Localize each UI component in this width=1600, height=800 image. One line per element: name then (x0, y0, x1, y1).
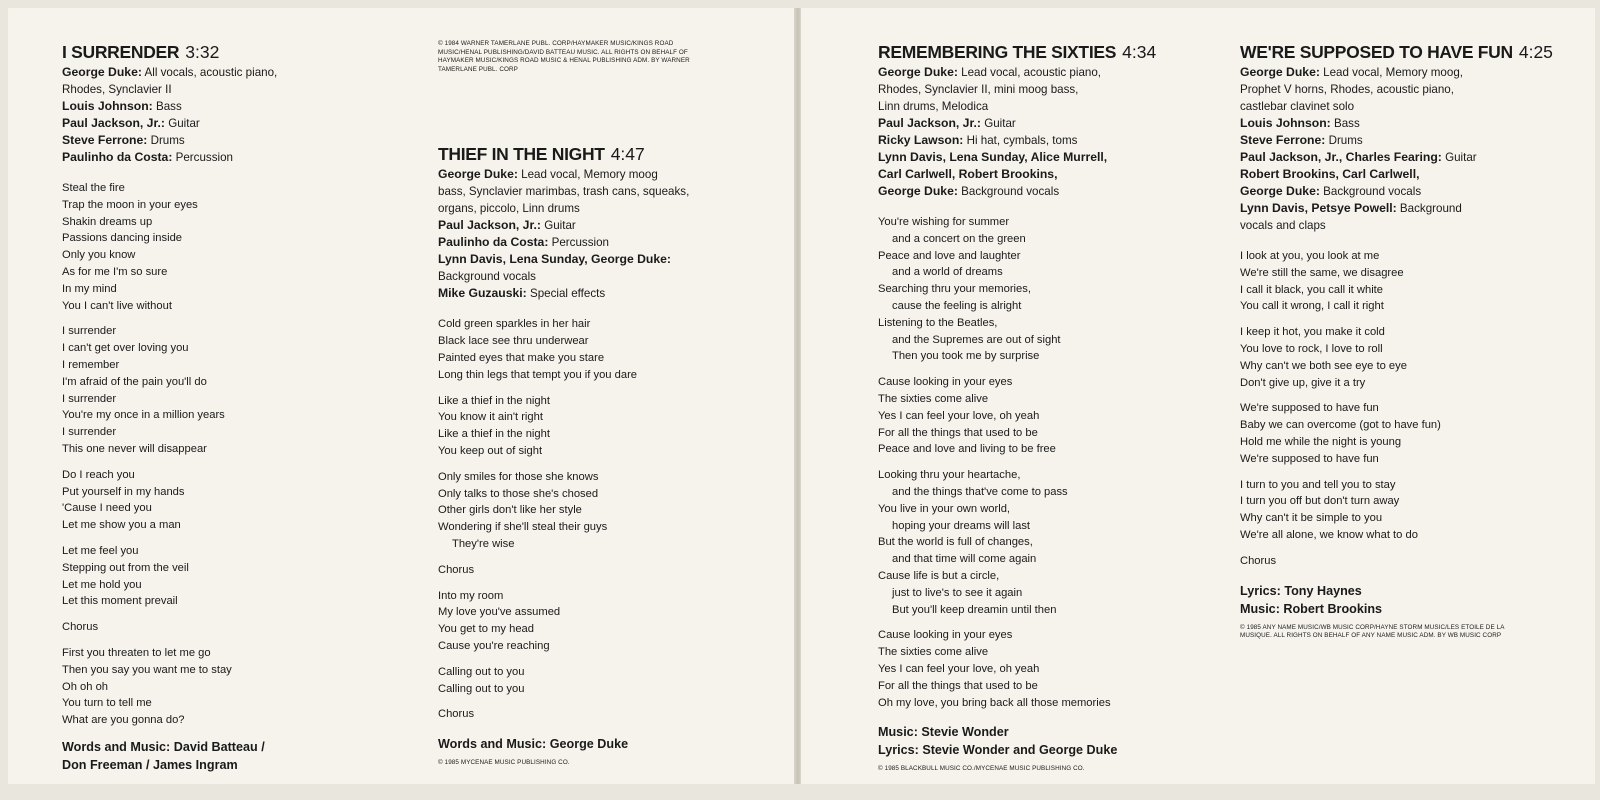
credit-continuation: Rhodes, Synclavier II (62, 83, 172, 96)
lyric-line: 'Cause I need you (62, 502, 152, 515)
lyric-line: You're my once in a million years (62, 409, 225, 422)
lyric-line: Chorus (438, 563, 475, 576)
song-title (438, 144, 768, 164)
credit-line (438, 166, 768, 183)
lyric-line: Why can't we both see eye to eye (1240, 359, 1407, 372)
musician-name: Paul Jackson, Jr.: (438, 218, 541, 233)
musician-role: Guitar (544, 219, 576, 233)
song-duration: 4:34 (1122, 42, 1157, 62)
lyric-line: In my mind (62, 282, 117, 295)
credit-line (62, 132, 392, 149)
lyric-line: Cold green sparkles in her hair (438, 318, 591, 331)
credits (878, 64, 1208, 200)
lyric-line: I surrender (62, 426, 117, 439)
credit-continuation (878, 183, 1208, 200)
lyric-stanza (438, 664, 768, 698)
musician-role: Lead vocal, acoustic piano, (961, 66, 1102, 79)
credit-continuation: Background vocals (438, 270, 536, 284)
credit-line (62, 149, 392, 166)
musician-role: Drums (1328, 134, 1363, 147)
lyric-line: Only talks to those she's chosed (438, 487, 599, 500)
lyric-line: I surrender (62, 392, 117, 405)
lyric-line: We're all alone, we know what to do (1240, 528, 1418, 541)
lyric-line: cause the feeling is alright (892, 299, 1022, 312)
credit-continuation (1240, 183, 1570, 200)
musician-name: Louis Johnson: (1240, 116, 1331, 130)
lyric-line: You keep out of sight (438, 444, 543, 457)
lyric-line: Cause looking in your eyes (878, 376, 1013, 389)
lyric-line: You know it ain't right (438, 411, 543, 424)
lyric-line: Chorus (438, 708, 475, 721)
musician-name: Paul Jackson, Jr.: (62, 116, 165, 130)
credit-continuation: vocals and claps (1240, 219, 1326, 232)
lyric-line: Only smiles for those she knows (438, 470, 599, 483)
musician-name: Steve Ferrone: (62, 133, 148, 147)
lyric-stanza (878, 214, 1208, 365)
songwriter-credit (62, 738, 392, 774)
lyric-line: You love to rock, I love to roll (1240, 342, 1383, 355)
lyric-line: Let this moment prevail (62, 595, 178, 608)
lyric-line: hoping your dreams will last (892, 519, 1031, 532)
lyric-line: Do I reach you (62, 468, 135, 481)
lyric-line: You turn to tell me (62, 697, 152, 710)
song-duration: 4:25 (1518, 42, 1553, 62)
lyric-line: The sixties come alive (878, 392, 989, 405)
lyric-line: Yes I can feel your love, oh yeah (878, 662, 1040, 675)
lyric-line: My love you've assumed (438, 606, 561, 619)
credit-line (1240, 115, 1570, 132)
lyric-line: Calling out to you (438, 682, 525, 695)
chorus-marker (438, 706, 768, 723)
lyric-line: and a world of dreams (892, 266, 1003, 279)
lyric-line: Like a thief in the night (438, 394, 550, 407)
musician-role: Percussion (551, 236, 609, 250)
lyric-line: Don't give up, give it a try (1240, 376, 1366, 389)
lyric-line: For all the things that used to be (878, 426, 1038, 439)
lyric-stanza (1240, 324, 1570, 391)
credits (62, 64, 392, 166)
lyric-line: Then you took me by surprise (892, 350, 1040, 363)
lyric-stanza (1240, 248, 1570, 315)
lyric-line: Into my room (438, 589, 504, 602)
musician-role: Lead vocal, Memory moog (521, 168, 658, 182)
lyric-line: Painted eyes that make you stare (438, 351, 605, 364)
credit-line (62, 98, 392, 115)
lyric-line: just to live's to see it again (892, 586, 1023, 599)
lyric-line: What are you gonna do? (62, 714, 185, 727)
credit-line (1240, 64, 1570, 81)
lyric-line: We're supposed to have fun (1240, 452, 1379, 465)
lyric-line: Wondering if she'll steal their guys (438, 521, 608, 534)
lyric-stanza (62, 543, 392, 610)
musician-role: Drums (150, 134, 185, 147)
lyrics (62, 180, 392, 729)
lyric-line: Chorus (62, 621, 99, 634)
musician-role: All vocals, acoustic piano, (144, 66, 278, 79)
musician-name: Carl Carlwell, Robert Brookins, (878, 167, 1058, 181)
lyric-stanza (878, 467, 1208, 618)
musician-name: Paulinho da Costa: (62, 150, 173, 164)
musician-role: Special effects (529, 287, 606, 301)
lyric-line: But you'll keep dreamin until then (892, 603, 1057, 616)
credit-line (62, 115, 392, 132)
lyric-line: Oh oh oh (62, 680, 109, 693)
lyric-stanza (878, 627, 1208, 711)
credit-line (878, 149, 1208, 166)
credit-line (438, 251, 768, 268)
credit-continuation: Prophet V horns, Rhodes, acoustic piano, (1240, 83, 1454, 96)
footer-line: Don Freeman / James Ingram (62, 757, 238, 772)
lyric-line: Chorus (1240, 554, 1277, 567)
lyric-line: The sixties come alive (878, 646, 989, 659)
musician-name: Louis Johnson: (62, 99, 153, 113)
lyrics (878, 214, 1208, 711)
lyric-stanza (438, 393, 768, 460)
credit-line (438, 234, 768, 251)
lyric-line: Black lace see thru underwear (438, 335, 589, 348)
chorus-marker (62, 619, 392, 636)
credits (438, 166, 768, 302)
lyric-line: Passions dancing inside (62, 232, 183, 245)
lyric-line: You live in your own world, (878, 502, 1011, 515)
lyric-line: I'm afraid of the pain you'll do (62, 375, 207, 388)
musician-role: Background vocals (961, 185, 1060, 198)
lyric-stanza (438, 316, 768, 383)
footer-line: Lyrics: Stevie Wonder and George Duke (878, 743, 1118, 758)
songwriter-credit (1240, 582, 1570, 618)
lyric-line: Cause you're reaching (438, 639, 550, 652)
musician-name: George Duke: (878, 184, 958, 198)
lyric-line: I turn to you and tell you to stay (1240, 478, 1396, 491)
lyric-line: Cause looking in your eyes (878, 629, 1013, 642)
lyric-stanza (1240, 477, 1570, 544)
songwriter-credit (878, 723, 1208, 759)
lyric-line: Baby we can overcome (got to have fun) (1240, 419, 1441, 432)
musician-role: Percussion (175, 151, 233, 164)
lyric-line: Stepping out from the veil (62, 561, 189, 574)
credit-continuation: castlebar clavinet solo (1240, 100, 1355, 113)
lyric-line: Peace and love and living to be free (878, 443, 1056, 456)
credit-line (1240, 166, 1570, 183)
musician-name: George Duke: (62, 65, 142, 79)
copyright-notice: © 1985 MYCENAE MUSIC PUBLISHING CO. (438, 759, 570, 767)
lyric-stanza (62, 645, 392, 729)
lyric-line: Yes I can feel your love, oh yeah (878, 409, 1040, 422)
lyric-line: For all the things that used to be (878, 679, 1038, 692)
lyric-line: I surrender (62, 325, 117, 338)
lyric-line: But the world is full of changes, (878, 536, 1033, 549)
credit-continuation: Linn drums, Melodica (878, 100, 989, 113)
lyric-line: As for me I'm so sure (62, 265, 168, 278)
lyric-line: Steal the fire (62, 182, 125, 194)
title-text: I SURRENDER (62, 42, 180, 62)
songwriter-credit: Words and Music: George Duke (438, 737, 629, 752)
song-duration: 3:32 (185, 42, 220, 62)
lyric-line: Searching thru your memories, (878, 283, 1031, 296)
musician-role: Background (1399, 202, 1462, 215)
lyric-line: and the things that've come to pass (892, 485, 1068, 498)
lyric-line: Other girls don't like her style (438, 504, 582, 517)
musician-name: Lynn Davis, Lena Sunday, Alice Murrell, (878, 150, 1108, 164)
song-title (62, 42, 392, 62)
chorus-marker (438, 562, 768, 579)
musician-role: Bass (1333, 117, 1360, 130)
footer-line: Words and Music: David Batteau / (62, 739, 265, 754)
credit-line (878, 64, 1208, 81)
credit-line (1240, 149, 1570, 166)
lyric-line: We're still the same, we disagree (1240, 266, 1404, 279)
musician-name: Paulinho da Costa: (438, 235, 549, 250)
lyric-line: They're wise (452, 537, 515, 550)
lyric-stanza (438, 588, 768, 655)
musician-role: Guitar (984, 117, 1016, 130)
musician-name: George Duke: (438, 167, 518, 182)
lyric-line: and a concert on the green (892, 232, 1026, 245)
lyric-line: You I can't live without (62, 299, 172, 312)
lyric-line: and that time will come again (892, 553, 1037, 566)
copyright-notice: © 1985 BLACKBULL MUSIC CO./MYCENAE MUSIC PUBLISHING CO. (878, 765, 1085, 773)
lyric-line: Trap the moon in your eyes (62, 198, 198, 211)
lyric-line: Hold me while the night is young (1240, 435, 1402, 448)
credit-continuation: organs, piccolo, Linn drums (438, 202, 580, 216)
lyric-line: Put yourself in my hands (62, 485, 185, 498)
song-were-supposed-to-have-fun (1240, 30, 1570, 641)
musician-name: Paul Jackson, Jr., Charles Fearing: (1240, 150, 1442, 164)
musician-name: George Duke: (878, 65, 958, 79)
lyric-line: and the Supremes are out of sight (892, 333, 1061, 346)
musician-name: Ricky Lawson: (878, 133, 964, 147)
lyric-line: You're wishing for summer (878, 216, 1010, 228)
copyright-notice: © 1984 WARNER TAMERLANE PUBL. CORP/HAYMAKER MUSIC/KINGS ROAD MUSIC/HENAL PUBLISHING/DAVID BATTEAU MUSIC. ALL RIGHTS ON BEHALF OF HAYMAKER MUSIC/KINGS ROAD MUSIC & HENAL PUBLISHING ADM. BY WARNER TAMERLANE PUBL. CORP (438, 40, 690, 73)
musician-name: Lynn Davis, Lena Sunday, George Duke: (438, 252, 671, 267)
musician-name: Lynn Davis, Petsye Powell: (1240, 201, 1397, 215)
credit-continuation: bass, Synclavier marimbas, trash cans, squeaks, (438, 185, 690, 199)
credit-line (1240, 200, 1570, 217)
title-text: REMEMBERING THE SIXTIES (878, 42, 1117, 62)
title-text: THIEF IN THE NIGHT (438, 144, 605, 165)
lyric-line: Long thin legs that tempt you if you dare (438, 368, 638, 381)
lyric-line: Looking thru your heartache, (878, 469, 1021, 482)
musician-name: George Duke: (1240, 184, 1320, 198)
lyric-line: You call it wrong, I call it right (1240, 300, 1384, 313)
musician-role: Guitar (168, 117, 200, 130)
song-duration: 4:47 (610, 144, 645, 165)
musician-name: Steve Ferrone: (1240, 133, 1326, 147)
lyric-stanza (62, 467, 392, 534)
footer-line: Lyrics: Tony Haynes (1240, 583, 1362, 598)
copyright-notice: © 1985 ANY NAME MUSIC/WB MUSIC CORP/HAYNE STORM MUSIC/LES ETOILE DE LA MUSIQUE. ALL RIGHTS ON BEHALF OF ANY NAME MUSIC ADM. BY WB MUSIC CORP (1240, 623, 1505, 640)
musician-role: Bass (155, 100, 182, 113)
credit-line (62, 64, 392, 81)
title-text: WE'RE SUPPOSED TO HAVE FUN (1240, 42, 1513, 62)
musician-name: Paul Jackson, Jr.: (878, 116, 981, 130)
lyric-line: I keep it hot, you make it cold (1240, 326, 1385, 339)
lyric-line: Let me show you a man (62, 519, 181, 532)
lyric-line: Like a thief in the night (438, 428, 550, 441)
lyric-stanza (62, 323, 392, 457)
lyric-line: You get to my head (438, 623, 534, 636)
lyric-stanza (878, 374, 1208, 458)
song-thief-in-the-night (438, 40, 768, 768)
credit-line (438, 217, 768, 234)
lyric-stanza (62, 180, 392, 314)
lyric-line: I turn you off but don't turn away (1240, 495, 1400, 508)
song-title (1240, 42, 1570, 62)
song-i-surrender (62, 30, 392, 774)
musician-name: George Duke: (1240, 65, 1320, 79)
musician-role: Background vocals (1323, 185, 1422, 198)
musician-name: Robert Brookins, Carl Carlwell, (1240, 167, 1420, 181)
lyric-line: Listening to the Beatles, (878, 316, 998, 329)
lyrics (1240, 248, 1570, 570)
credit-line (1240, 132, 1570, 149)
lyric-stanza (1240, 400, 1570, 467)
lyrics (438, 316, 768, 723)
lyric-line: Let me feel you (62, 544, 139, 557)
lyric-line: Then you say you want me to stay (62, 663, 232, 676)
song-remembering-the-sixties (878, 30, 1208, 774)
credit-line (878, 115, 1208, 132)
lyric-line: First you threaten to let me go (62, 646, 211, 659)
lyric-line: Cause life is but a circle, (878, 569, 1000, 582)
musician-role: Guitar (1445, 151, 1477, 164)
lyric-line: We're supposed to have fun (1240, 402, 1379, 415)
lyric-line: I can't get over loving you (62, 342, 189, 355)
footer-line: Music: Robert Brookins (1240, 601, 1383, 616)
lyric-line: I remember (62, 358, 120, 371)
musician-role: Lead vocal, Memory moog, (1323, 66, 1463, 79)
lyric-line: Let me hold you (62, 578, 142, 591)
credit-continuation: Rhodes, Synclavier II, mini moog bass, (878, 83, 1079, 96)
lyric-line: Peace and love and laughter (878, 249, 1021, 262)
musician-role: Hi hat, cymbals, toms (966, 134, 1078, 147)
credit-line (878, 132, 1208, 149)
song-title (878, 42, 1208, 62)
lyric-line: Calling out to you (438, 665, 525, 678)
lyric-stanza (438, 469, 768, 553)
lyric-line: Only you know (62, 249, 136, 262)
chorus-marker (1240, 553, 1570, 570)
musician-name: Mike Guzauski: (438, 286, 527, 301)
lyric-line: This one never will disappear (62, 442, 207, 455)
credit-continuation (878, 166, 1208, 183)
lyric-line: I look at you, you look at me (1240, 250, 1380, 262)
lyric-line: I call it black, you call it white (1240, 283, 1384, 296)
credit-line (438, 285, 768, 302)
lyric-line: Why can't it be simple to you (1240, 512, 1383, 525)
credits (1240, 64, 1570, 234)
lyric-line: Shakin dreams up (62, 215, 153, 228)
footer-line: Music: Stevie Wonder (878, 725, 1009, 740)
lyric-line: Oh my love, you bring back all those memories (878, 696, 1111, 709)
